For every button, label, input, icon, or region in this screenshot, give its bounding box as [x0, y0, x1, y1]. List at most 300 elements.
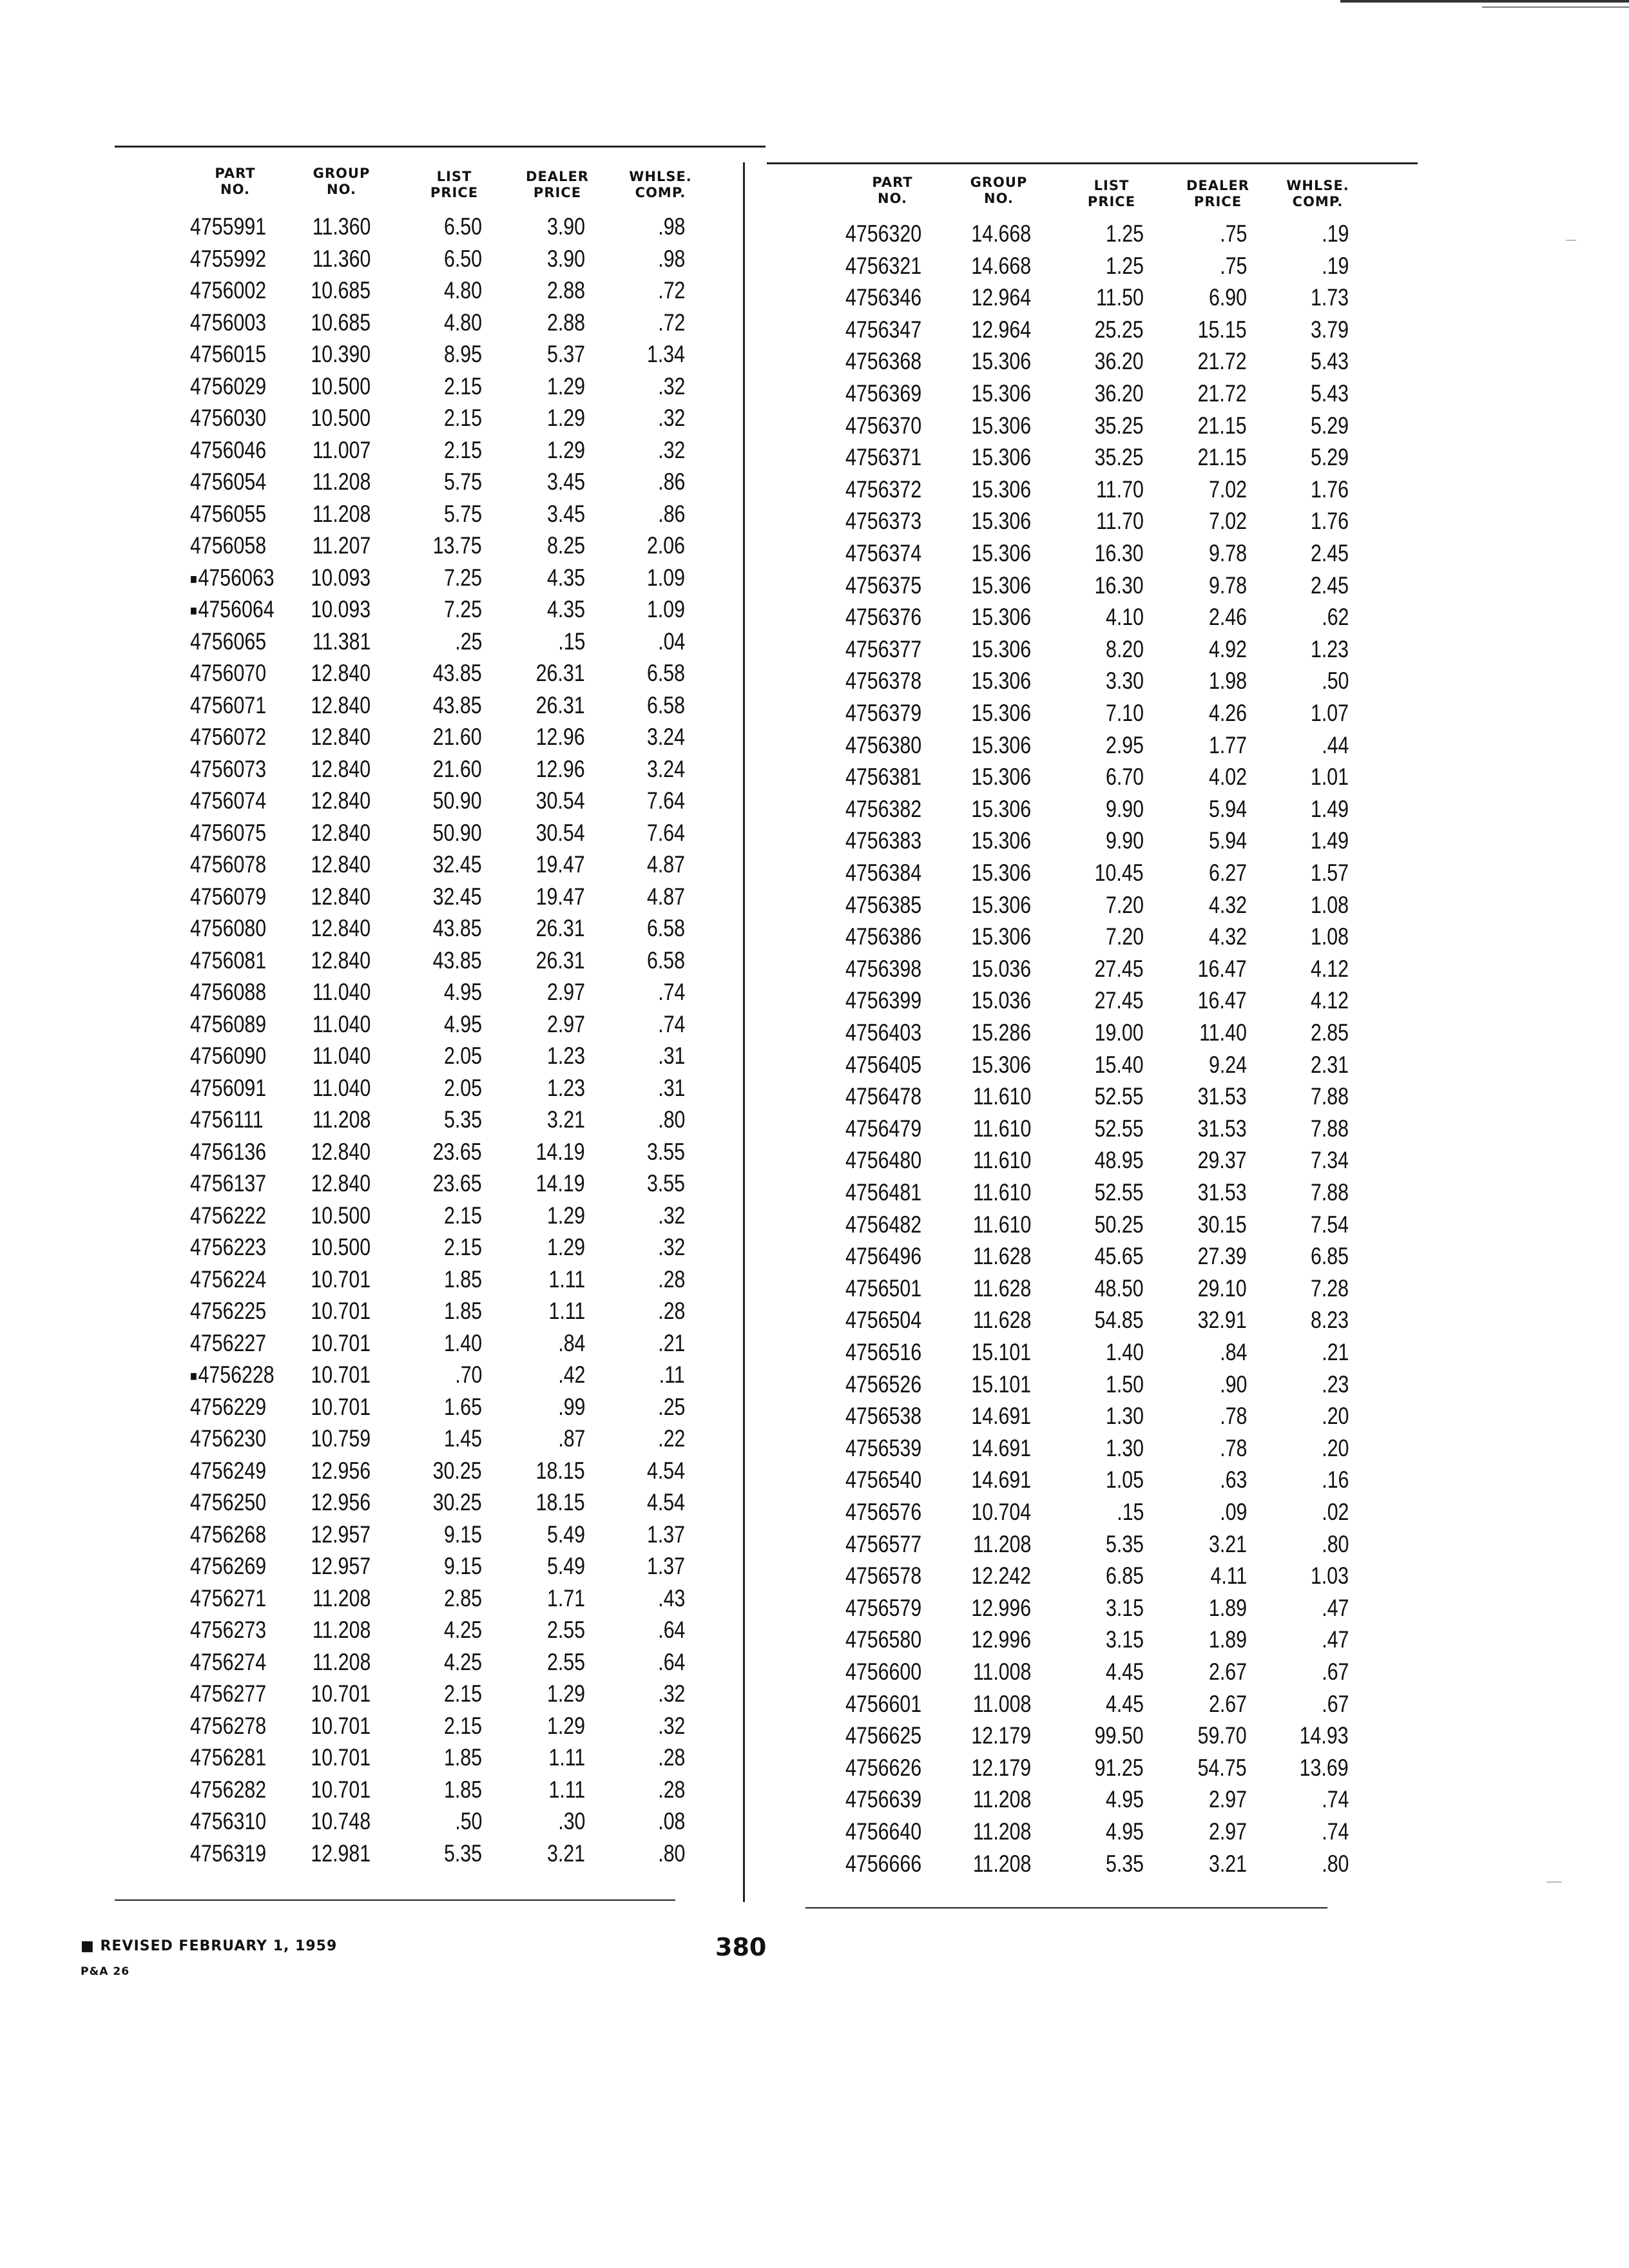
list-price: 7.25 — [443, 596, 482, 622]
group-number: 10.701 — [311, 1361, 371, 1388]
list-price: 9.15 — [443, 1553, 482, 1579]
dealer-price: 31.53 — [1198, 1115, 1247, 1142]
list-price: 5.35 — [1105, 1850, 1144, 1877]
table-row — [0, 506, 1629, 537]
group-number: 11.040 — [312, 979, 371, 1005]
whlse-comp: .80 — [657, 1106, 685, 1133]
whlse-comp: 13.69 — [1300, 1754, 1349, 1781]
dealer-price: .75 — [1219, 220, 1247, 247]
dealer-price: 31.53 — [1198, 1083, 1247, 1110]
part-number: 4756405 — [845, 1051, 922, 1078]
dealer-price: .87 — [557, 1425, 585, 1452]
list-price: 36.20 — [1095, 348, 1144, 375]
group-number: 15.306 — [971, 764, 1031, 791]
dealer-price: 21.15 — [1198, 412, 1247, 439]
whlse-comp: .28 — [657, 1744, 685, 1771]
part-number: 4756380 — [845, 731, 922, 758]
part-number: 4756054 — [190, 468, 267, 495]
table-row — [0, 1657, 1629, 1687]
part-number: 4756310 — [190, 1808, 267, 1834]
dealer-price: 5.37 — [546, 341, 585, 367]
whlse-comp: .98 — [657, 213, 685, 240]
list-price: 27.45 — [1095, 987, 1144, 1014]
dealer-price: 3.21 — [546, 1106, 585, 1133]
group-number: 12.956 — [311, 1457, 371, 1484]
whlse-comp: 4.12 — [1310, 955, 1349, 982]
list-price: 50.90 — [433, 787, 482, 814]
part-number: 4756347 — [845, 316, 922, 343]
table-row — [0, 410, 1629, 441]
part-number: 4756321 — [845, 252, 922, 279]
group-number: 11.610 — [972, 1115, 1031, 1142]
dealer-price: 4.35 — [546, 596, 585, 622]
table-row — [0, 1816, 1629, 1847]
whlse-comp: 1.09 — [646, 564, 685, 591]
dealer-price: .84 — [1219, 1339, 1247, 1365]
group-number: 12.840 — [311, 883, 371, 910]
group-number: 11.040 — [312, 1074, 371, 1101]
whlse-comp: .32 — [657, 372, 685, 399]
part-number: 4756346 — [845, 284, 922, 311]
table-row — [0, 1209, 1629, 1240]
group-number: 11.610 — [972, 1179, 1031, 1206]
part-number: 4756281 — [190, 1744, 267, 1771]
part-number: 4756600 — [845, 1658, 922, 1685]
whlse-comp: .20 — [1321, 1434, 1349, 1461]
group-number: 11.007 — [312, 436, 371, 463]
list-price: 19.00 — [1095, 1019, 1144, 1046]
group-number: 15.101 — [971, 1370, 1031, 1398]
group-number: 12.840 — [311, 787, 371, 814]
dealer-price: 26.31 — [536, 691, 585, 718]
dealer-price: 2.97 — [1208, 1786, 1247, 1813]
dealer-price: 1.29 — [546, 1234, 585, 1260]
dealer-price: 14.19 — [536, 1138, 585, 1165]
whlse-comp: 2.06 — [646, 532, 685, 559]
whlse-comp: .67 — [1321, 1690, 1349, 1717]
list-price: 23.65 — [433, 1170, 482, 1196]
part-number: 4756526 — [845, 1370, 922, 1398]
table-row — [0, 1784, 1629, 1815]
list-price: 4.25 — [443, 1648, 482, 1675]
left-header-whlse-comp: WHLSE. COMP. — [629, 169, 692, 200]
part-number: 4756319 — [190, 1840, 267, 1867]
dealer-price: 7.02 — [1208, 508, 1247, 535]
part-number: 4756250 — [190, 1489, 267, 1515]
dealer-price: .78 — [1219, 1434, 1247, 1461]
list-price: 30.25 — [433, 1457, 482, 1484]
table-row — [0, 378, 1629, 409]
table-row — [0, 1305, 1629, 1336]
whlse-comp: .21 — [1321, 1339, 1349, 1365]
dealer-price: 29.10 — [1198, 1274, 1247, 1302]
part-number: 4756374 — [845, 540, 922, 566]
whlse-comp: .47 — [1321, 1594, 1349, 1621]
list-price: 1.25 — [1105, 220, 1144, 247]
whlse-comp: 6.58 — [646, 691, 685, 718]
part-number: 4756626 — [845, 1754, 922, 1781]
whlse-comp: .28 — [657, 1298, 685, 1324]
table-row — [0, 1401, 1629, 1432]
dealer-price: 9.78 — [1208, 572, 1247, 599]
dealer-price: 11.40 — [1199, 1019, 1247, 1046]
whlse-comp: 1.07 — [1310, 700, 1349, 726]
dealer-price: 1.29 — [546, 405, 585, 431]
list-price: 32.45 — [433, 883, 482, 910]
whlse-comp: .04 — [657, 628, 685, 655]
left-header-group-no: GROUP NO. — [313, 166, 371, 197]
group-number: 14.691 — [971, 1434, 1031, 1461]
whlse-comp: .72 — [657, 277, 685, 303]
dealer-price: 4.11 — [1210, 1562, 1247, 1590]
group-number: 15.306 — [971, 508, 1031, 535]
part-number: 4756223 — [190, 1234, 267, 1260]
table-row — [0, 1241, 1629, 1272]
top-edge-rule — [1482, 6, 1629, 8]
dealer-price: 2.46 — [1208, 604, 1247, 631]
whlse-comp: .72 — [657, 309, 685, 336]
right-header-part-no: PART NO. — [872, 175, 913, 206]
dealer-price: 30.54 — [536, 819, 585, 846]
part-number: 4756065 — [190, 628, 267, 655]
dealer-price: 1.23 — [546, 1074, 585, 1101]
dealer-price: 18.15 — [536, 1457, 585, 1484]
whlse-comp: .43 — [657, 1584, 685, 1611]
table-row — [0, 666, 1629, 697]
part-number: 4756368 — [845, 348, 922, 375]
part-number: 4756383 — [845, 827, 922, 854]
dealer-price: 5.49 — [546, 1521, 585, 1548]
whlse-comp: 1.08 — [1310, 891, 1349, 918]
group-number: 10.701 — [311, 1265, 371, 1293]
list-price: .25 — [454, 628, 482, 655]
group-number: 14.668 — [971, 252, 1031, 279]
part-number: 4756576 — [845, 1499, 922, 1525]
whlse-comp: .20 — [1321, 1403, 1349, 1430]
group-number: 15.306 — [971, 731, 1031, 758]
revised-marker-icon: ■ — [190, 1368, 197, 1385]
revised-marker-icon: ■ — [190, 602, 197, 619]
dealer-price: 30.54 — [536, 787, 585, 814]
list-price: 5.35 — [443, 1840, 482, 1867]
whlse-comp: 1.76 — [1310, 476, 1349, 503]
table-row — [0, 921, 1629, 952]
dealer-price: 5.94 — [1208, 827, 1247, 854]
part-number: 4756501 — [845, 1274, 922, 1302]
part-number: 4756046 — [190, 436, 267, 463]
list-price: 43.85 — [433, 691, 482, 718]
group-number: 15.306 — [971, 891, 1031, 918]
dealer-price: 21.72 — [1198, 380, 1247, 407]
group-number: 12.964 — [971, 284, 1031, 311]
group-number: 11.610 — [972, 1147, 1031, 1174]
whlse-comp: 2.45 — [1310, 540, 1349, 566]
list-price: 52.55 — [1095, 1083, 1144, 1110]
list-price: 91.25 — [1095, 1754, 1144, 1781]
whlse-comp: .08 — [657, 1808, 685, 1834]
whlse-comp: 7.64 — [646, 787, 685, 814]
group-number: 15.306 — [971, 412, 1031, 439]
dealer-price: 27.39 — [1198, 1243, 1247, 1270]
part-number: 4756055 — [190, 500, 267, 527]
list-price: 2.15 — [443, 1680, 482, 1707]
whlse-comp: 1.49 — [1310, 795, 1349, 822]
dealer-price: 2.97 — [546, 979, 585, 1005]
group-number: 12.840 — [311, 755, 371, 782]
part-number: ■4756064 — [190, 596, 275, 622]
group-number: 11.208 — [972, 1530, 1031, 1557]
part-number: 4756382 — [845, 795, 922, 822]
dealer-price: .75 — [1219, 252, 1247, 279]
group-number: 11.208 — [312, 1648, 371, 1675]
dealer-price: 3.21 — [1208, 1850, 1247, 1877]
table-row — [0, 1337, 1629, 1368]
table-row — [0, 985, 1629, 1016]
table-row — [0, 314, 1629, 345]
part-number: 4756225 — [190, 1298, 267, 1324]
list-price: 30.25 — [433, 1489, 482, 1515]
group-number: 12.996 — [971, 1594, 1031, 1621]
group-number: 12.840 — [311, 1170, 371, 1196]
group-number: 15.036 — [971, 987, 1031, 1014]
group-number: 10.701 — [311, 1680, 371, 1707]
group-number: 11.360 — [312, 245, 371, 272]
dealer-price: .30 — [557, 1808, 585, 1834]
whlse-comp: 1.01 — [1310, 764, 1349, 791]
dealer-price: 4.26 — [1208, 700, 1247, 726]
part-number: 4756482 — [845, 1211, 922, 1238]
list-price: 1.85 — [443, 1265, 482, 1293]
group-number: 11.628 — [972, 1274, 1031, 1302]
group-number: 11.040 — [312, 1010, 371, 1037]
part-number: 4756271 — [190, 1584, 267, 1611]
list-price: 16.30 — [1095, 572, 1144, 599]
whlse-comp: 5.29 — [1310, 444, 1349, 471]
dealer-price: 3.90 — [546, 245, 585, 272]
table-row — [0, 1050, 1629, 1081]
whlse-comp: 1.34 — [646, 341, 685, 367]
part-number: 4756666 — [845, 1850, 922, 1877]
whlse-comp: .02 — [1321, 1499, 1349, 1525]
group-number: 15.306 — [971, 572, 1031, 599]
list-price: 2.05 — [443, 1043, 482, 1069]
dealer-price: 3.45 — [546, 500, 585, 527]
part-number: 4756540 — [845, 1466, 922, 1494]
whlse-comp: .44 — [1321, 731, 1349, 758]
part-number: 4756091 — [190, 1074, 267, 1101]
group-number: 10.704 — [971, 1499, 1031, 1525]
group-number: 11.208 — [312, 468, 371, 495]
group-number: 10.701 — [311, 1393, 371, 1420]
dealer-price: 1.77 — [1208, 731, 1247, 758]
list-price: 3.15 — [1105, 1594, 1144, 1621]
table-row — [0, 1624, 1629, 1655]
dealer-price: 21.15 — [1198, 444, 1247, 471]
list-price: 5.35 — [1105, 1530, 1144, 1557]
part-number: 4756640 — [845, 1818, 922, 1845]
part-number: 4756379 — [845, 700, 922, 726]
group-number: 12.957 — [311, 1553, 371, 1579]
part-number: 4756075 — [190, 819, 267, 846]
whlse-comp: .11 — [659, 1361, 685, 1388]
part-number: 4756003 — [190, 309, 267, 336]
list-price: 7.20 — [1105, 923, 1144, 950]
list-price: 1.50 — [1105, 1370, 1144, 1398]
whlse-comp: .32 — [657, 1202, 685, 1229]
group-number: 11.208 — [972, 1850, 1031, 1877]
list-price: 9.90 — [1105, 827, 1144, 854]
list-price: 25.25 — [1095, 316, 1144, 343]
dealer-price: 8.25 — [546, 532, 585, 559]
whlse-comp: .16 — [1321, 1466, 1349, 1494]
dealer-price: 5.49 — [546, 1553, 585, 1579]
part-number: 4756539 — [845, 1434, 922, 1461]
list-price: 13.75 — [433, 532, 482, 559]
left-header-list-price: LIST PRICE — [430, 169, 479, 200]
table-row — [0, 1529, 1629, 1560]
whlse-comp: .31 — [657, 1043, 685, 1069]
table-row — [0, 1465, 1629, 1495]
group-number: 15.306 — [971, 827, 1031, 854]
group-number: 15.306 — [971, 923, 1031, 950]
part-number: 4756639 — [845, 1786, 922, 1813]
list-price: 35.25 — [1095, 444, 1144, 471]
dealer-price: 4.32 — [1208, 923, 1247, 950]
part-number: 4756071 — [190, 691, 267, 718]
group-number: 15.101 — [971, 1339, 1031, 1365]
whlse-comp: .50 — [1321, 668, 1349, 695]
dealer-price: 2.97 — [546, 1010, 585, 1037]
list-price: 6.50 — [443, 245, 482, 272]
whlse-comp: 4.87 — [646, 883, 685, 910]
list-price: 11.70 — [1096, 476, 1144, 503]
dealer-price: 4.32 — [1208, 891, 1247, 918]
whlse-comp: .86 — [657, 500, 685, 527]
whlse-comp: 6.85 — [1310, 1243, 1349, 1270]
group-number: 11.628 — [972, 1243, 1031, 1270]
table-row — [0, 1369, 1629, 1400]
list-price: 1.40 — [443, 1329, 482, 1356]
dealer-price: 21.72 — [1198, 348, 1247, 375]
part-number: 4756480 — [845, 1147, 922, 1174]
part-number: 4756277 — [190, 1680, 267, 1707]
part-number: 4756625 — [845, 1722, 922, 1749]
dealer-price: 1.29 — [546, 372, 585, 399]
dealer-price: 26.31 — [536, 660, 585, 686]
whlse-comp: 1.73 — [1310, 284, 1349, 311]
group-number: 11.610 — [972, 1211, 1031, 1238]
group-number: 11.610 — [972, 1083, 1031, 1110]
part-number: 4756376 — [845, 604, 922, 631]
dealer-price: 12.96 — [536, 755, 585, 782]
whlse-comp: .64 — [657, 1617, 685, 1643]
whlse-comp: .28 — [657, 1776, 685, 1803]
table-row — [0, 730, 1629, 761]
list-price: 21.60 — [433, 755, 482, 782]
list-price: 32.45 — [433, 851, 482, 878]
table-row — [0, 346, 1629, 377]
list-price: 1.05 — [1105, 1466, 1144, 1494]
part-number: 4756481 — [845, 1179, 922, 1206]
group-number: 11.040 — [312, 1043, 371, 1069]
part-number: 4756268 — [190, 1521, 267, 1548]
table-row — [0, 1433, 1629, 1464]
left-header-dealer-price: DEALER PRICE — [526, 169, 589, 200]
dealer-price: 2.55 — [546, 1617, 585, 1643]
part-number: 4756111 — [190, 1106, 264, 1133]
part-number: 4756230 — [190, 1425, 267, 1452]
dealer-price: 7.02 — [1208, 476, 1247, 503]
whlse-comp: 1.37 — [646, 1521, 685, 1548]
dealer-price: 1.89 — [1208, 1594, 1247, 1621]
whlse-comp: .86 — [657, 468, 685, 495]
part-number: 4756137 — [190, 1170, 267, 1196]
group-number: 12.840 — [311, 819, 371, 846]
list-price: .15 — [1116, 1499, 1144, 1525]
list-price: 36.20 — [1095, 380, 1144, 407]
part-number: 4756070 — [190, 660, 267, 686]
whlse-comp: .32 — [657, 1712, 685, 1739]
table-row — [0, 1177, 1629, 1208]
part-number: 4756369 — [845, 380, 922, 407]
part-number: 4756249 — [190, 1457, 267, 1484]
part-number: 4756372 — [845, 476, 922, 503]
dealer-price: 1.29 — [546, 1712, 585, 1739]
part-number: 4756371 — [845, 444, 922, 471]
table-row — [0, 474, 1629, 505]
group-number: 12.964 — [971, 316, 1031, 343]
dealer-price: 54.75 — [1198, 1754, 1247, 1781]
list-price: .70 — [454, 1361, 482, 1388]
whlse-comp: .32 — [657, 436, 685, 463]
part-number: 4756399 — [845, 987, 922, 1014]
whlse-comp: 1.23 — [1310, 635, 1349, 662]
whlse-comp: 6.58 — [646, 947, 685, 974]
table-row — [0, 1561, 1629, 1591]
dealer-price: 1.11 — [548, 1744, 585, 1771]
group-number: 10.093 — [311, 564, 371, 591]
list-price: 1.30 — [1105, 1403, 1144, 1430]
list-price: 4.25 — [443, 1617, 482, 1643]
whlse-comp: .80 — [657, 1840, 685, 1867]
whlse-comp: .74 — [657, 1010, 685, 1037]
group-number: 11.628 — [972, 1307, 1031, 1334]
list-price: 4.80 — [443, 277, 482, 303]
group-number: 10.685 — [311, 277, 371, 303]
dealer-price: 3.90 — [546, 213, 585, 240]
list-price: 4.45 — [1105, 1658, 1144, 1685]
group-number: 12.840 — [311, 660, 371, 686]
top-edge-rule — [1340, 0, 1629, 3]
part-number: 4756029 — [190, 372, 267, 399]
group-number: 15.306 — [971, 860, 1031, 886]
group-number: 12.840 — [311, 947, 371, 974]
part-number: 4756538 — [845, 1403, 922, 1430]
whlse-comp: .32 — [657, 405, 685, 431]
part-number: 4756273 — [190, 1617, 267, 1643]
whlse-comp: .21 — [657, 1329, 685, 1356]
whlse-comp: 7.54 — [1310, 1211, 1349, 1238]
whlse-comp: .19 — [1321, 252, 1349, 279]
part-number: 4756074 — [190, 787, 267, 814]
list-price: 23.65 — [433, 1138, 482, 1165]
whlse-comp: .62 — [1321, 604, 1349, 631]
group-number: 11.208 — [312, 1584, 371, 1611]
list-price: 2.95 — [1105, 731, 1144, 758]
right-header-group-no: GROUP NO. — [970, 175, 1028, 206]
whlse-comp: .28 — [657, 1265, 685, 1293]
list-price: 2.15 — [443, 1712, 482, 1739]
